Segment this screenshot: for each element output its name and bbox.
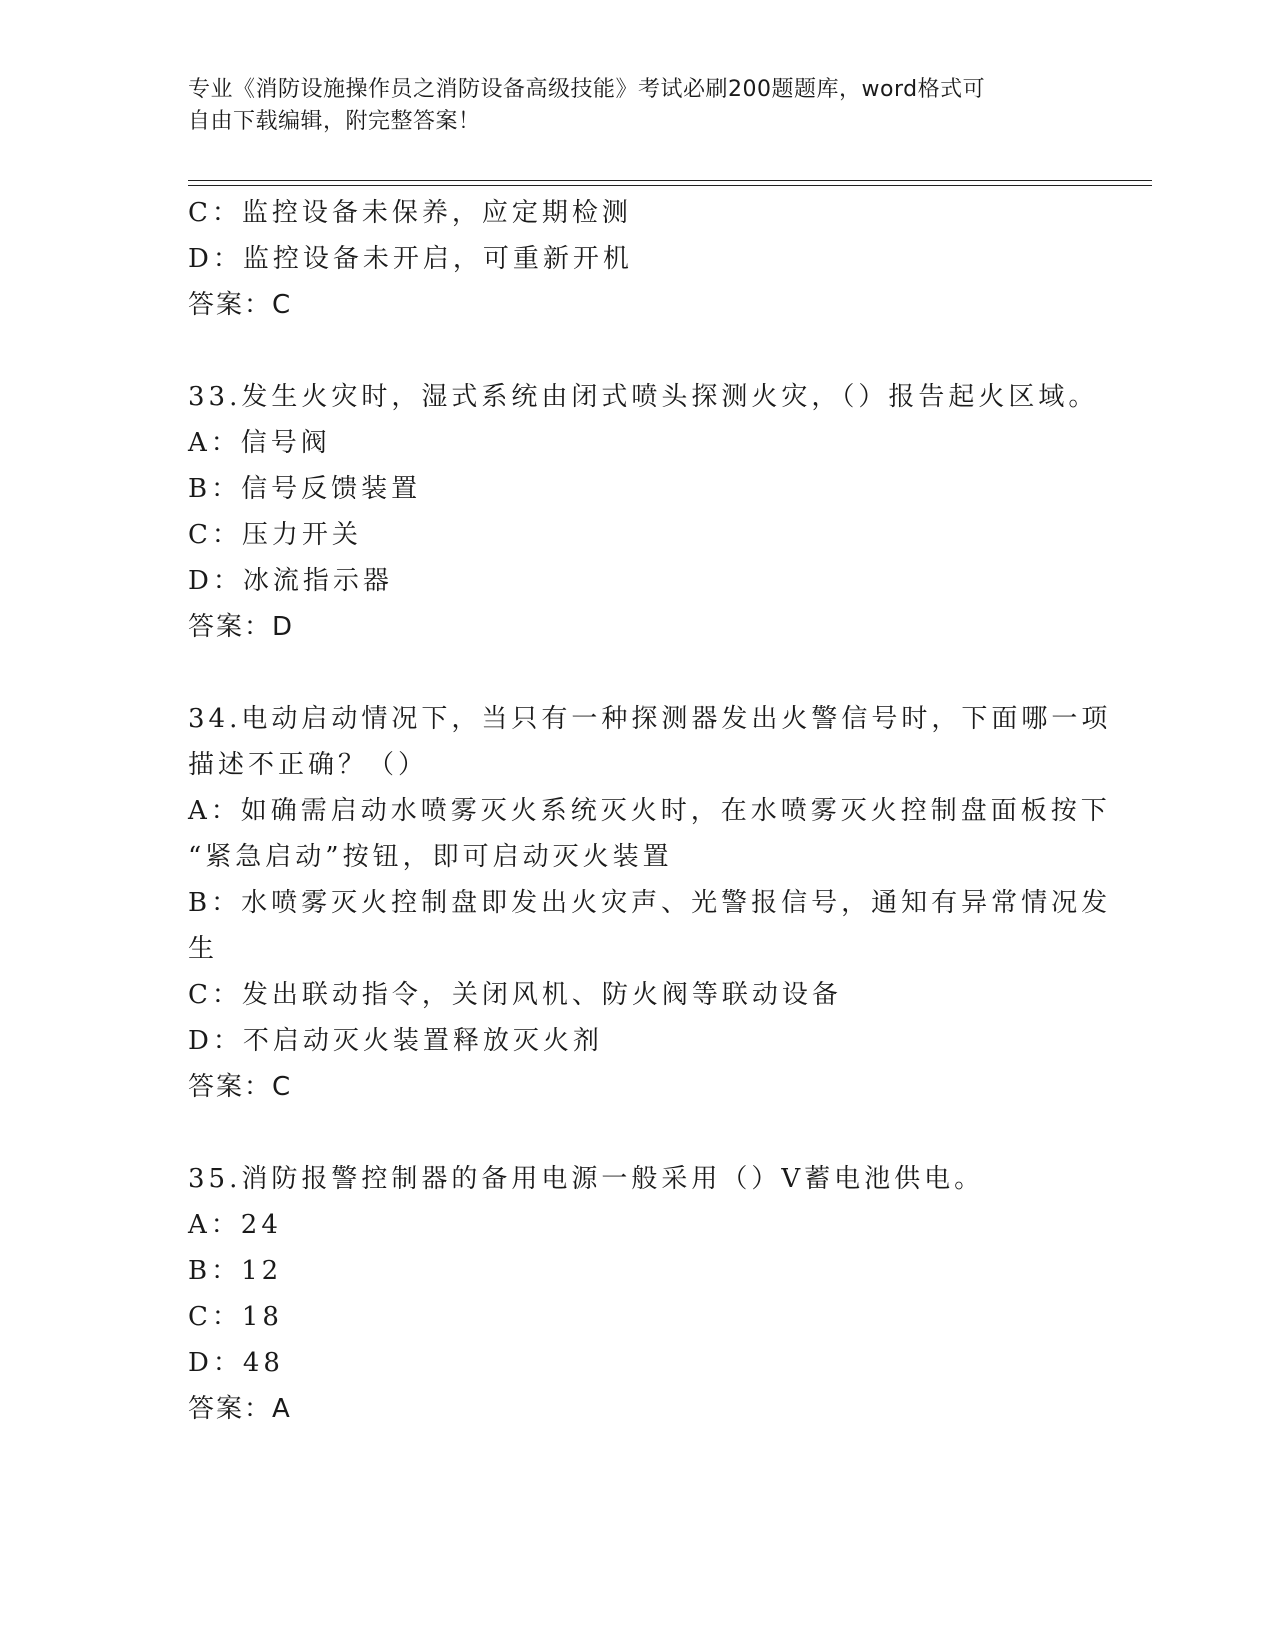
answer-line: 答案：C: [188, 1072, 293, 1102]
option-b-line-2: 生: [188, 934, 219, 964]
question-stem: 35.消防报警控制器的备用电源一般采用（）V蓄电池供电。: [188, 1164, 985, 1194]
question-35: [188, 1156, 1088, 1432]
answer-line: 答案：C: [188, 290, 293, 320]
option-d: D：不启动灭火装置释放灭火剂: [188, 1026, 603, 1056]
question-33: [188, 374, 1099, 650]
option-c: C：发出联动指令，关闭风机、防火阀等联动设备: [188, 980, 842, 1010]
option-b: B：信号反馈装置: [188, 474, 422, 504]
document-header: [188, 74, 1088, 138]
question-34: [188, 696, 1112, 1110]
option-d: D：监控设备未开启，可重新开机: [188, 244, 633, 274]
option-a: A：24: [188, 1210, 282, 1240]
option-c: C：压力开关: [188, 520, 362, 550]
question-stem-line-1: 34.电动启动情况下，当只有一种探测器发出火警信号时，下面哪一项: [188, 704, 1112, 734]
continued-question: [188, 190, 1088, 328]
answer-line: 答案：D: [188, 612, 295, 642]
option-a-line-2: “紧急启动”按钮，即可启动灭火装置: [188, 842, 673, 872]
option-b: B：12: [188, 1256, 283, 1286]
answer-line: 答案：A: [188, 1394, 292, 1424]
question-content: [188, 190, 1112, 1432]
question-stem-line-2: 描述不正确？（）: [188, 750, 429, 780]
option-c: C：18: [188, 1302, 283, 1332]
question-stem: 33.发生火灾时，湿式系统由闭式喷头探测火灾，（）报告起火区域。: [188, 382, 1099, 412]
option-d: D：48: [188, 1348, 284, 1378]
option-c: C：监控设备未保养，应定期检测: [188, 198, 632, 228]
header-divider-bottom: [188, 185, 1152, 186]
option-b-line-1: B：水喷雾灭火控制盘即发出火灾声、光警报信号，通知有异常情况发: [188, 888, 1112, 918]
option-d: D：冰流指示器: [188, 566, 393, 596]
header-line-1: 专业《消防设施操作员之消防设备高级技能》考试必刷200题题库，word格式可: [188, 77, 986, 102]
spacer: [188, 1110, 1088, 1156]
header-line-2: 自由下载编辑，附完整答案！: [188, 109, 481, 134]
option-a: A：信号阀: [188, 428, 331, 458]
spacer: [188, 328, 1088, 374]
spacer: [188, 650, 1088, 696]
option-a-line-1: A：如确需启动水喷雾灭火系统灭火时，在水喷雾灭火控制盘面板按下: [188, 796, 1111, 826]
header-divider-top: [188, 180, 1152, 181]
